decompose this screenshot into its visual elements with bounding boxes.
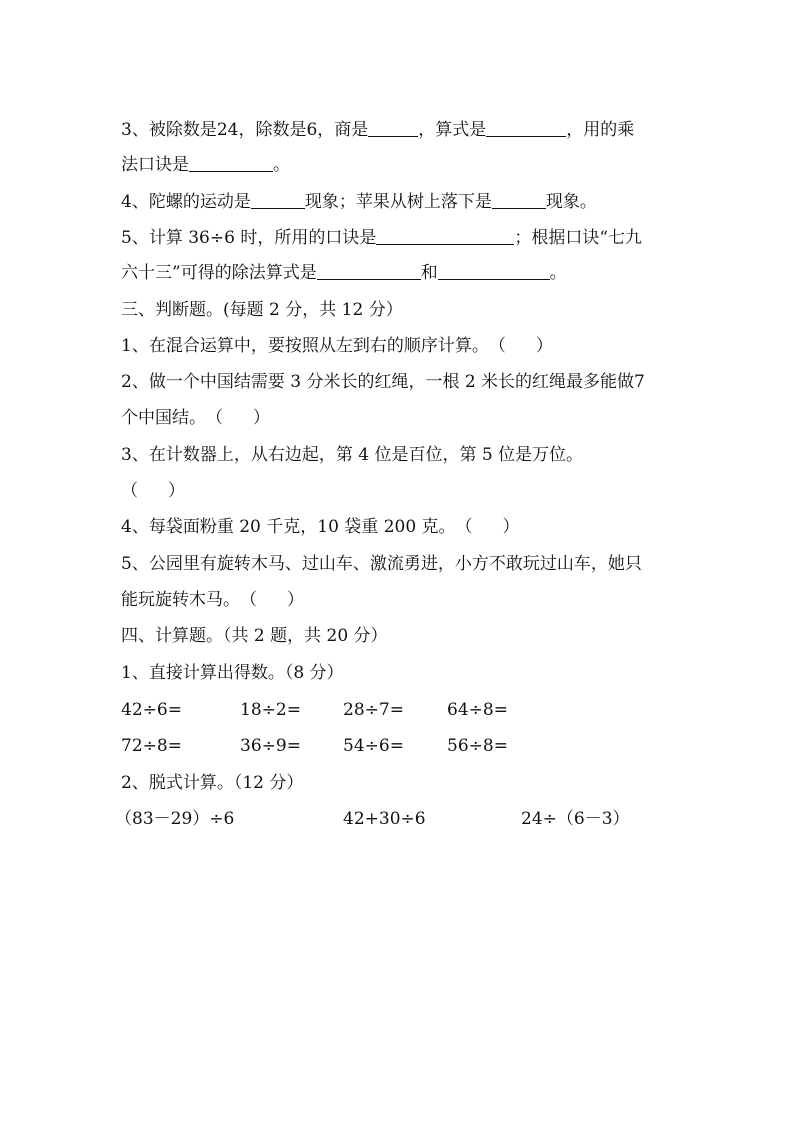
judge-question-5-line-1: 5、公园里有旋转木马、过山车、激流勇进，小方不敢玩过山车，她只 bbox=[121, 554, 642, 574]
calc-item: 72÷8= bbox=[121, 736, 182, 756]
fill-question-4 bbox=[121, 192, 597, 212]
fill-question-5-line-1 bbox=[121, 228, 642, 248]
text: 。 bbox=[549, 263, 567, 283]
answer-paren[interactable]: （ ） bbox=[455, 517, 520, 537]
calc-expression: 24÷（6－3） bbox=[521, 809, 630, 829]
text: 4、每袋面粉重 20 千克，10 袋重 200 克。 bbox=[121, 517, 456, 537]
answer-paren[interactable]: （ ） bbox=[240, 590, 304, 610]
answer-paren[interactable]: （ ） bbox=[206, 408, 270, 428]
judge-question-2-line-2 bbox=[121, 408, 270, 428]
calc-item: 18÷2= bbox=[240, 700, 301, 720]
answer-blank[interactable] bbox=[317, 263, 421, 280]
calc-item: 36÷9= bbox=[240, 736, 301, 756]
judge-question-2-line-1: 2、做一个中国结需要 3 分米长的红绳，一根 2 米长的红绳最多能做7 bbox=[121, 372, 645, 392]
judge-question-3-answer bbox=[121, 481, 185, 501]
text: 和 bbox=[420, 263, 438, 283]
calc-item: 28÷7= bbox=[343, 700, 404, 720]
judge-question-3: 3、在计数器上，从右边起，第 4 位是百位，第 5 位是万位。 bbox=[121, 445, 584, 465]
text: 现象；苹果从树上落下是 bbox=[304, 192, 492, 212]
text: ；根据口诀“七九 bbox=[514, 228, 643, 248]
fill-question-3-line-2 bbox=[121, 155, 290, 175]
answer-blank[interactable] bbox=[438, 263, 550, 280]
answer-paren[interactable]: （ ） bbox=[121, 481, 185, 501]
judge-question-4 bbox=[121, 517, 520, 537]
answer-blank[interactable] bbox=[251, 192, 305, 209]
answer-paren[interactable]: （ ） bbox=[488, 336, 553, 356]
calc-item: 56÷8= bbox=[447, 736, 508, 756]
section-4-heading: 四、计算题。（共 2 题，共 20 分） bbox=[121, 626, 388, 646]
fill-question-5-line-2 bbox=[121, 263, 567, 283]
text: 现象。 bbox=[545, 192, 597, 212]
calc-sub-question-2: 2、脱式计算。（12 分） bbox=[121, 773, 304, 793]
calc-item: 42÷6= bbox=[121, 700, 182, 720]
answer-blank[interactable] bbox=[368, 120, 418, 137]
answer-blank[interactable] bbox=[189, 155, 273, 172]
text: ，用的乘 bbox=[566, 120, 635, 140]
text: 能玩旋转木马。 bbox=[121, 590, 240, 610]
calc-sub-question-1: 1、直接计算出得数。（8 分） bbox=[121, 663, 344, 683]
section-3-heading: 三、判断题。(每题 2 分，共 12 分） bbox=[121, 300, 403, 320]
text: 5、计算 36÷6 时，所用的口诀是 bbox=[121, 228, 377, 248]
answer-blank[interactable] bbox=[492, 192, 546, 209]
judge-question-1 bbox=[121, 336, 553, 356]
text: 个中国结。 bbox=[121, 408, 206, 428]
answer-blank[interactable] bbox=[486, 120, 566, 137]
text: 3、被除数是24，除数是6，商是 bbox=[121, 120, 369, 140]
text: 六十三”可得的除法算式是 bbox=[121, 263, 317, 283]
text: 。 bbox=[273, 155, 290, 175]
text: 1、在混合运算中，要按照从左到右的顺序计算。 bbox=[121, 336, 489, 356]
text: 法口诀是 bbox=[121, 155, 189, 175]
calc-item: 54÷6= bbox=[343, 736, 404, 756]
text: ，算式是 bbox=[418, 120, 487, 140]
fill-question-3-line-1 bbox=[121, 120, 634, 140]
calc-expression: （83－29）÷6 bbox=[115, 809, 235, 829]
calc-item: 64÷8= bbox=[447, 700, 508, 720]
answer-blank[interactable] bbox=[376, 228, 514, 245]
judge-question-5-line-2 bbox=[121, 590, 304, 610]
text: 4、陀螺的运动是 bbox=[121, 192, 251, 212]
calc-expression: 42+30÷6 bbox=[343, 809, 426, 829]
